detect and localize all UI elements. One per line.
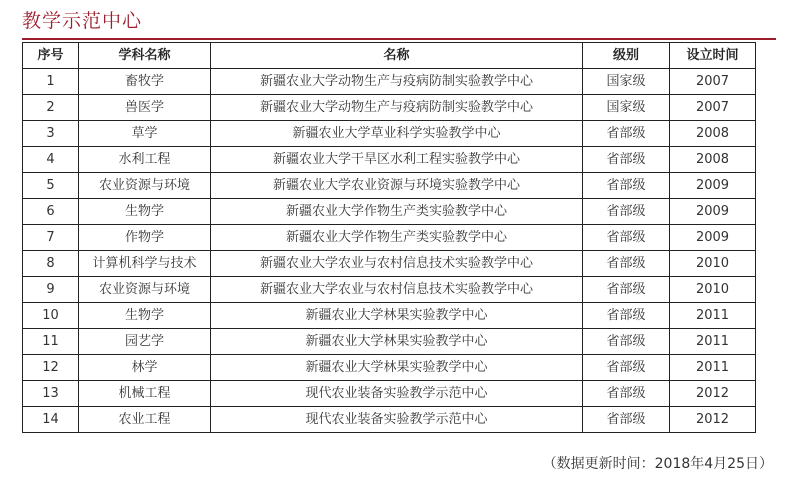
table-row	[23, 251, 756, 277]
subject-name-cell: 园艺学	[79, 329, 211, 355]
serial-number-cell: 14	[23, 407, 79, 433]
serial-number-cell: 5	[23, 173, 79, 199]
center-name-cell: 新疆农业大学动物生产与疫病防制实验教学中心	[211, 69, 583, 95]
subject-name-cell: 农业资源与环境	[79, 277, 211, 303]
serial-number-cell: 9	[23, 277, 79, 303]
center-name-cell: 新疆农业大学动物生产与疫病防制实验教学中心	[211, 95, 583, 121]
established-year-cell: 2010	[670, 251, 756, 277]
serial-number-cell: 7	[23, 225, 79, 251]
serial-number-cell: 2	[23, 95, 79, 121]
center-name-cell: 新疆农业大学农业资源与环境实验教学中心	[211, 173, 583, 199]
table-row	[23, 381, 756, 407]
center-name-cell: 新疆农业大学农业与农村信息技术实验教学中心	[211, 277, 583, 303]
title-divider	[22, 38, 776, 40]
subject-name-cell: 生物学	[79, 303, 211, 329]
level-cell: 国家级	[583, 69, 670, 95]
serial-number-cell: 11	[23, 329, 79, 355]
established-year-cell: 2007	[670, 69, 756, 95]
serial-number-cell: 8	[23, 251, 79, 277]
center-name-cell: 新疆农业大学干旱区水利工程实验教学中心	[211, 147, 583, 173]
established-year-cell: 2009	[670, 199, 756, 225]
established-year-cell: 2009	[670, 173, 756, 199]
center-name-cell: 现代农业装备实验教学示范中心	[211, 407, 583, 433]
page-title: 教学示范中心	[22, 10, 143, 32]
level-cell: 省部级	[583, 355, 670, 381]
table-row	[23, 199, 756, 225]
table-row	[23, 225, 756, 251]
table-row	[23, 407, 756, 433]
center-name-cell: 新疆农业大学作物生产类实验教学中心	[211, 225, 583, 251]
header-established-year: 设立时间	[670, 43, 756, 69]
table-row	[23, 355, 756, 381]
level-cell: 省部级	[583, 121, 670, 147]
table-row	[23, 303, 756, 329]
subject-name-cell: 畜牧学	[79, 69, 211, 95]
center-name-cell: 新疆农业大学林果实验教学中心	[211, 303, 583, 329]
serial-number-cell: 4	[23, 147, 79, 173]
level-cell: 省部级	[583, 173, 670, 199]
subject-name-cell: 兽医学	[79, 95, 211, 121]
center-name-cell: 新疆农业大学林果实验教学中心	[211, 329, 583, 355]
subject-name-cell: 草学	[79, 121, 211, 147]
level-cell: 省部级	[583, 277, 670, 303]
center-name-cell: 新疆农业大学草业科学实验教学中心	[211, 121, 583, 147]
header-center-name: 名称	[211, 43, 583, 69]
demo-center-table-container	[22, 42, 755, 433]
table-row	[23, 69, 756, 95]
level-cell: 省部级	[583, 329, 670, 355]
center-name-cell: 现代农业装备实验教学示范中心	[211, 381, 583, 407]
established-year-cell: 2009	[670, 225, 756, 251]
serial-number-cell: 10	[23, 303, 79, 329]
level-cell: 省部级	[583, 303, 670, 329]
header-serial-number: 序号	[23, 43, 79, 69]
level-cell: 省部级	[583, 407, 670, 433]
established-year-cell: 2008	[670, 121, 756, 147]
header-level: 级别	[583, 43, 670, 69]
established-year-cell: 2007	[670, 95, 756, 121]
subject-name-cell: 作物学	[79, 225, 211, 251]
table-header-row	[23, 43, 756, 69]
subject-name-cell: 林学	[79, 355, 211, 381]
table-row	[23, 173, 756, 199]
level-cell: 省部级	[583, 225, 670, 251]
serial-number-cell: 6	[23, 199, 79, 225]
data-update-note: （数据更新时间：2018年4月25日）	[542, 456, 773, 472]
established-year-cell: 2008	[670, 147, 756, 173]
level-cell: 省部级	[583, 381, 670, 407]
table-row	[23, 147, 756, 173]
established-year-cell: 2012	[670, 407, 756, 433]
level-cell: 省部级	[583, 147, 670, 173]
table-row	[23, 277, 756, 303]
center-name-cell: 新疆农业大学林果实验教学中心	[211, 355, 583, 381]
level-cell: 省部级	[583, 251, 670, 277]
table-row	[23, 329, 756, 355]
serial-number-cell: 3	[23, 121, 79, 147]
subject-name-cell: 农业资源与环境	[79, 173, 211, 199]
established-year-cell: 2012	[670, 381, 756, 407]
demo-center-table	[22, 42, 756, 433]
established-year-cell: 2011	[670, 329, 756, 355]
table-body	[23, 69, 756, 433]
table-row	[23, 95, 756, 121]
established-year-cell: 2011	[670, 303, 756, 329]
subject-name-cell: 农业工程	[79, 407, 211, 433]
serial-number-cell: 12	[23, 355, 79, 381]
established-year-cell: 2010	[670, 277, 756, 303]
table-row	[23, 121, 756, 147]
center-name-cell: 新疆农业大学农业与农村信息技术实验教学中心	[211, 251, 583, 277]
subject-name-cell: 机械工程	[79, 381, 211, 407]
subject-name-cell: 水利工程	[79, 147, 211, 173]
serial-number-cell: 13	[23, 381, 79, 407]
center-name-cell: 新疆农业大学作物生产类实验教学中心	[211, 199, 583, 225]
level-cell: 国家级	[583, 95, 670, 121]
serial-number-cell: 1	[23, 69, 79, 95]
level-cell: 省部级	[583, 199, 670, 225]
subject-name-cell: 生物学	[79, 199, 211, 225]
header-subject-name: 学科名称	[79, 43, 211, 69]
subject-name-cell: 计算机科学与技术	[79, 251, 211, 277]
established-year-cell: 2011	[670, 355, 756, 381]
